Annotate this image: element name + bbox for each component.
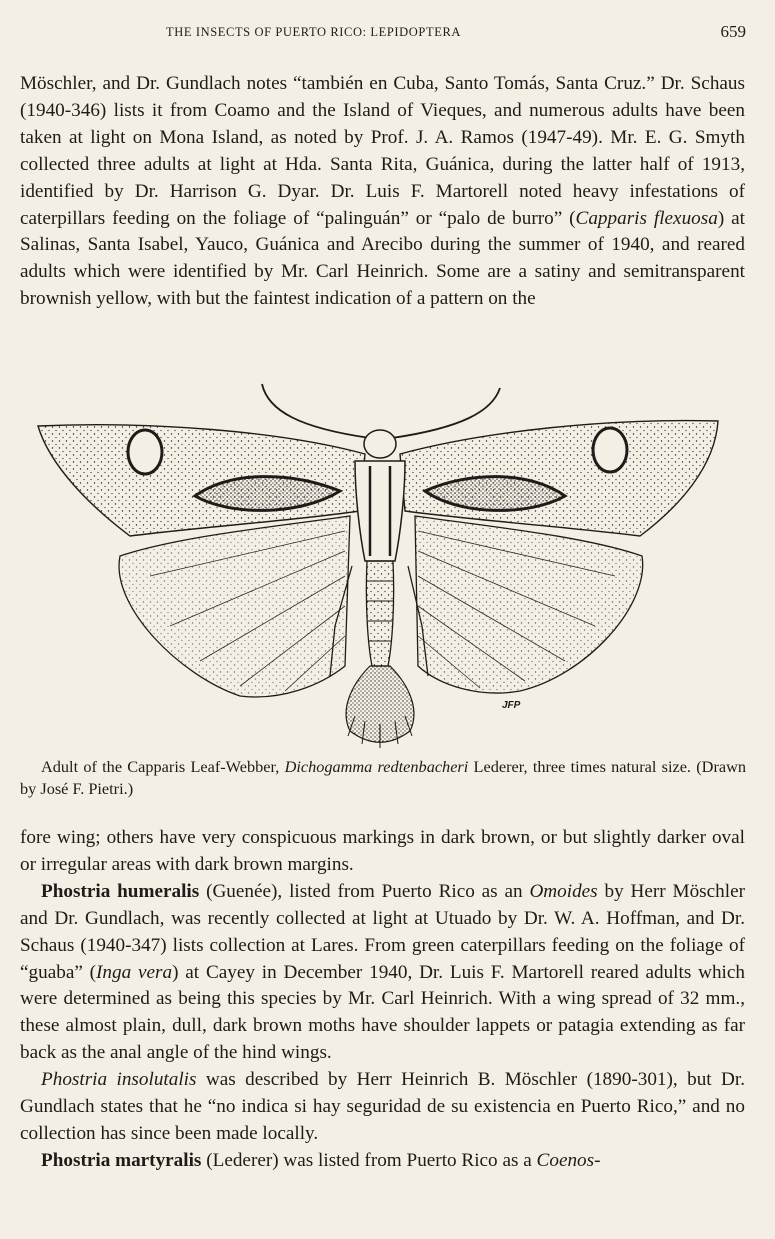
paragraph-3-text-a: (Guenée), listed from Puerto Rico as an [199,880,530,902]
body-continued [20,825,745,1175]
paragraph-5-text-a: (Lederer) was listed from Puerto Rico as a [201,1149,537,1171]
left-fore-wing [38,425,365,536]
paragraph-1-text-a: Möschler, and Dr. Gundlach notes “también en Cuba, Santo Tomás, Santa Cruz.” Dr. Schaus (1940-346) lists it from Coamo and the Island of Vieques, and numerous adults have been taken at light on Mona Island, as noted by Prof. J. A. Ramos (1947-49). Mr. E. G. Smyth collected three adults at light at Hda. Santa Rita, Guánica, during the latter half of 1913, identified by Dr. Harrison G. Dyar. Dr. Luis F. Martorell noted heavy infestations of caterpillars feeding on the foliage of “palinguán” or “palo de burro” ( [20,73,745,229]
genus-name: Omoides [529,880,598,902]
right-hind-wing [415,516,643,693]
left-hind-wing [119,516,350,697]
running-head: THE INSECTS OF PUERTO RICO: LEPIDOPTERA [166,25,462,39]
paragraph-1-text-b: ) at Salinas, Santa Isabel, Yauco, Guánica and Arecibo during the summer of 1940, and reared adults which were identified by Mr. Carl Heinrich. Some are a satiny and semitransparent brownish yellow, with but the faintest indication of a pattern on the [20,207,745,310]
caption-text-a: Adult of the Capparis Leaf-Webber, [41,757,285,776]
caption-text-b: Lederer, three times natural size. (Drawn by José F. Pietri.) [20,757,746,798]
page-header [0,22,775,46]
plant-name-2: Inga vera [96,961,173,983]
paragraph-4 [20,1067,745,1148]
caption-species: Dichogamma redtenbacheri [284,757,469,776]
paragraph-2: fore wing; others have very conspicuous markings in dark brown, or but slightly darker oval or irregular areas with dark brown margins. [20,827,745,875]
paragraph-5 [20,1148,745,1175]
species-heading-martyralis: Phostria martyralis [41,1149,202,1171]
page-number: 659 [720,22,746,41]
right-fore-wing [400,421,718,536]
species-heading-humeralis: Phostria humeralis [41,880,200,902]
plant-name: Capparis flexuosa [575,207,718,229]
genus-name-2: Coenos- [536,1149,601,1171]
moth-illustration [30,376,730,756]
species-heading-insolutalis: Phostria insolutalis [41,1069,197,1091]
paragraph-3 [20,879,745,1067]
paragraph-4-text-a: was described by Herr Heinrich B. Möschler (1890-301), but Dr. Gundlach states that he “no indica si hay seguridad de su existencia en Puerto Rico,” and no collection has since been made locally. [20,1069,746,1144]
paragraph-1 [20,71,745,313]
paragraph-3-text-b: by Herr Möschler and Dr. Gundlach, was recently collected at light at Utuado by Dr. W. A. Hoffman, and Dr. Schaus (1940-347) lists collection at Lares. From green caterpillars feeding on the foliage of “guaba” ( [20,880,745,983]
moth-body [346,430,414,748]
figure-caption [20,756,746,800]
artist-signature: JFP [502,700,521,711]
paragraph-3-text-c: ) at Cayey in December 1940, Dr. Luis F. Martorell reared adults which were determined as being this species by Mr. Carl Heinrich. With a wing spread of 32 mm., these almost plain, dull, dark brown moths have shoulder lappets or patagia extending as far back as the anal angle of the hind wings. [20,961,745,1064]
